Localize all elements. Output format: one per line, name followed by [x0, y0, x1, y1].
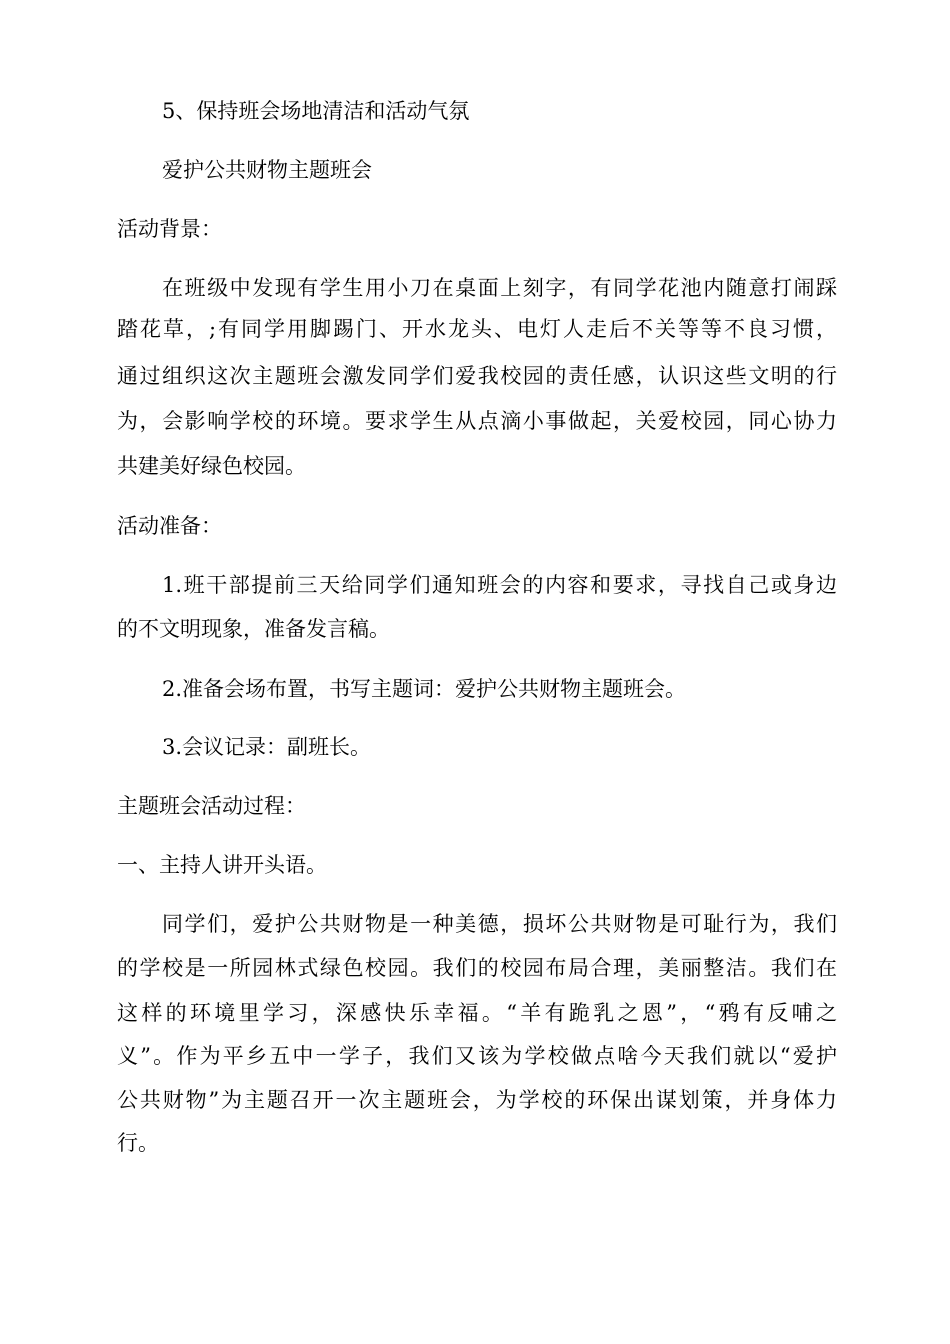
- background-paragraph-line: 共建美好绿色校园。: [117, 454, 306, 478]
- heading-process: 主题班会活动过程：: [117, 794, 306, 818]
- section-title: 爱护公共财物主题班会: [162, 158, 372, 182]
- item-5-line: 5、保持班会场地清洁和活动气氛: [162, 99, 470, 123]
- background-paragraph-line: 在班级中发现有学生用小刀在桌面上刻字，有同学花池内随意打闹踩: [162, 276, 837, 300]
- preparation-item-2: 2.准备会场布置，书写主题词：爱护公共财物主题班会。: [162, 677, 687, 701]
- heading-background: 活动背景：: [117, 217, 222, 241]
- background-paragraph-line: 通过组织这次主题班会激发同学们爱我校园的责任感，认识这些文明的行: [117, 364, 837, 388]
- opening-paragraph-line: 行。: [117, 1131, 159, 1155]
- preparation-item-1-line: 1.班干部提前三天给同学们通知班会的内容和要求，寻找自己或身边: [162, 573, 837, 597]
- background-paragraph-line: 踏花草，;有同学用脚踢门、开水龙头、电灯人走后不关等等不良习惯，: [117, 317, 837, 341]
- opening-paragraph-line: 的学校是一所园林式绿色校园。我们的校园布局合理，美丽整洁。我们在: [117, 956, 837, 980]
- process-step-1: 一、主持人讲开头语。: [117, 853, 327, 877]
- heading-preparation: 活动准备：: [117, 514, 222, 538]
- opening-paragraph-line: 同学们，爱护公共财物是一种美德，损坏公共财物是可耻行为，我们: [162, 912, 837, 936]
- opening-paragraph-line: 公共财物”为主题召开一次主题班会，为学校的环保出谋划策，并身体力: [117, 1088, 837, 1112]
- opening-paragraph-line: 义”。作为平乡五中一学子，我们又该为学校做点啥今天我们就以“爱护: [117, 1044, 837, 1068]
- opening-paragraph-line: 这样的环境里学习，深感快乐幸福。“羊有跪乳之恩”，“鸦有反哺之: [117, 1001, 837, 1025]
- background-paragraph-line: 为，会影响学校的环境。要求学生从点滴小事做起，关爱校园，同心协力: [117, 409, 837, 433]
- preparation-item-3: 3.会议记录：副班长。: [162, 735, 372, 759]
- preparation-item-1-line: 的不文明现象，准备发言稿。: [117, 617, 390, 641]
